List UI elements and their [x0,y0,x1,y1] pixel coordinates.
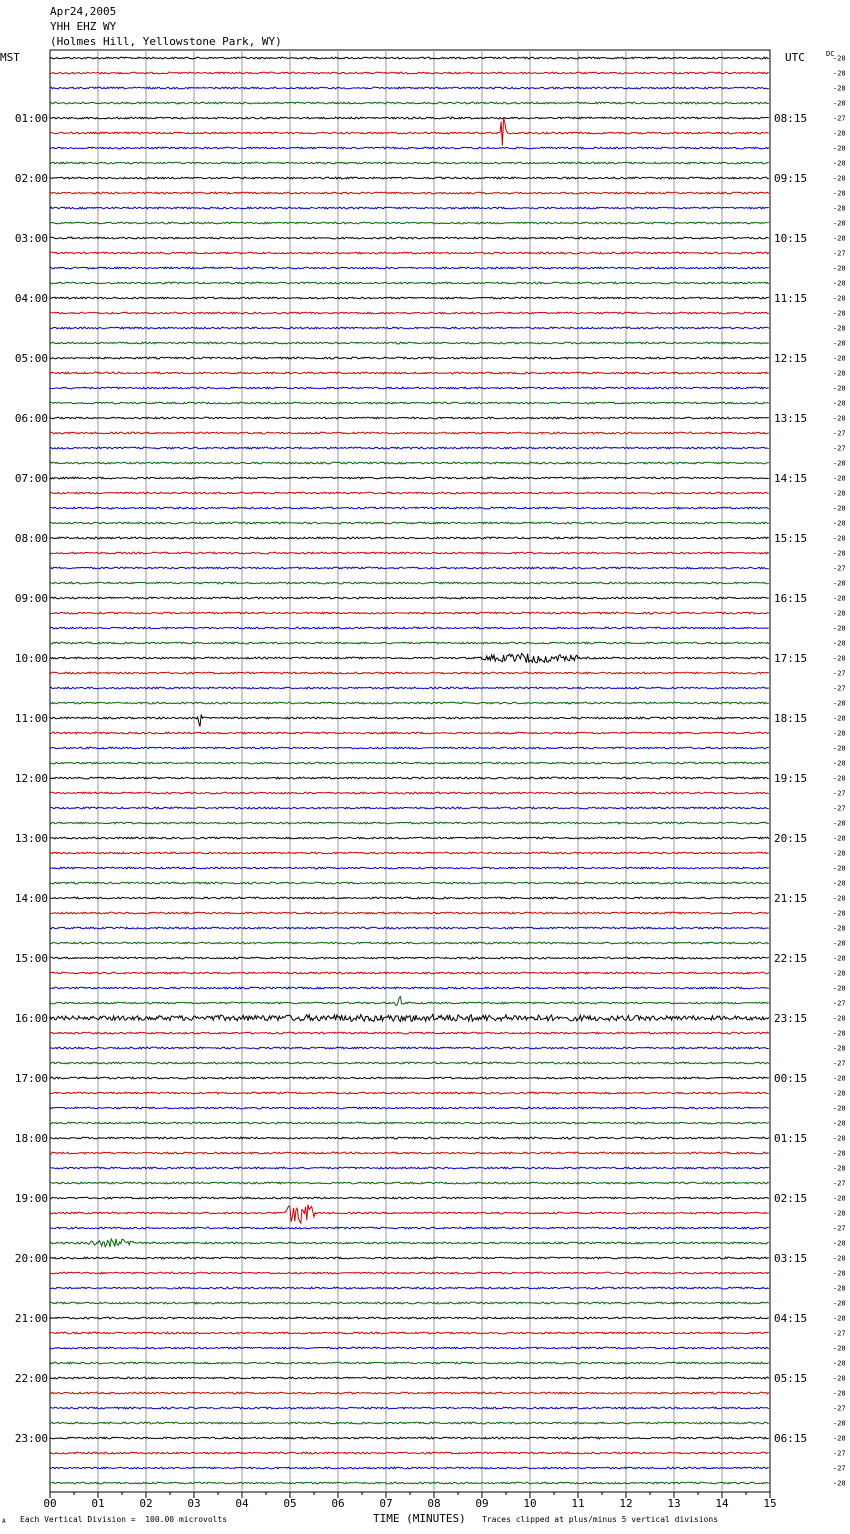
trace-line [50,1467,769,1469]
trace-line [50,942,769,944]
trace-line [50,777,769,779]
dc-offset-label: -27 [833,804,846,813]
dc-offset-label: -27 [833,669,846,678]
mst-hour-label: 05:00 [14,352,48,365]
trace-line [50,267,769,269]
trace-line [50,912,769,914]
dc-offset-label: -28 [833,1239,846,1248]
right-timezone-label: UTC [785,51,805,64]
x-tick-label: 13 [667,1497,681,1510]
trace-line [50,582,769,584]
trace-line [50,102,769,104]
utc-hour-label: 05:15 [774,1372,808,1385]
dc-offset-label: -28 [833,759,846,768]
trace-line [50,447,769,449]
dc-offset-label: -28 [833,744,846,753]
trace-line [50,312,769,314]
mst-hour-label: 22:00 [14,1372,48,1385]
dc-offset-label: -28 [833,1194,846,1203]
dc-offset-label: -28 [833,279,846,288]
dc-offset-label: -28 [833,1254,846,1263]
trace-line [50,1257,769,1259]
trace-line [50,327,769,329]
utc-hour-label: 04:15 [774,1312,808,1325]
trace-line [50,507,769,509]
dc-offset-label: -28 [833,1269,846,1278]
plot-date: Apr24,2005 [50,5,117,18]
trace-line [50,462,769,464]
dc-offset-label: -27 [833,1179,846,1188]
dc-offset-label: -27 [833,564,846,573]
dc-offset-label: -28 [833,1164,846,1173]
trace-line [50,342,769,344]
dc-offset-label: -27 [833,999,846,1008]
trace-line [50,1152,769,1154]
station-location: (Holmes Hill, Yellowstone Park, WY) [50,35,282,48]
x-tick-label: 05 [283,1497,297,1510]
left-timezone-label: MST [0,51,20,64]
x-tick-label: 11 [571,1497,585,1510]
dc-offset-label: -28 [833,54,846,63]
dc-offset-label: -28 [833,399,846,408]
mst-hour-label: 16:00 [14,1012,48,1025]
dc-offset-label: -28 [833,204,846,213]
trace-line [50,1302,769,1304]
mst-hour-label: 04:00 [14,292,48,305]
utc-hour-label: 13:15 [774,412,808,425]
x-tick-label: 01 [91,1497,105,1510]
trace-line [50,1239,769,1247]
trace-line [50,867,769,869]
dc-offset-label: -28 [833,1314,846,1323]
dc-offset-label: -28 [833,264,846,273]
dc-offset-label: -27 [833,1464,846,1473]
trace-line [50,1317,769,1319]
dc-offset-label: -28 [833,489,846,498]
dc-offset-label: -27 [833,684,846,693]
trace-line [50,762,769,764]
trace-line [50,162,769,164]
trace-line [50,653,769,662]
trace-line [50,402,769,404]
utc-hour-label: 01:15 [774,1132,808,1145]
dc-offset-label: -28 [833,924,846,933]
trace-line [50,1122,769,1124]
trace-line [50,1205,769,1223]
trace-line [50,117,769,119]
utc-hour-label: 16:15 [774,592,808,605]
dc-offset-label: -28 [833,369,846,378]
mst-hour-label: 13:00 [14,832,48,845]
trace-line [50,1182,769,1184]
trace-line [50,357,769,359]
trace-line [50,237,769,239]
trace-line [50,672,769,674]
mst-hour-label: 21:00 [14,1312,48,1325]
x-tick-label: 06 [331,1497,345,1510]
trace-line [50,957,769,959]
trace-line [50,477,769,479]
utc-hour-label: 08:15 [774,112,808,125]
trace-line [50,1452,769,1454]
trace-line [50,567,769,569]
dc-offset-label: -28 [833,909,846,918]
mst-hour-label: 23:00 [14,1432,48,1445]
trace-line [50,192,769,194]
vertical-scale-note: Each Vertical Division = 100.00 microvolts [20,1515,228,1524]
dc-offset-label: -27 [833,1329,846,1338]
utc-hour-label: 02:15 [774,1192,808,1205]
x-tick-label: 00 [43,1497,57,1510]
dc-offset-label: -28 [833,69,846,78]
dc-offset-label: -28 [833,1209,846,1218]
dc-offset-label: -28 [833,129,846,138]
x-tick-label: 07 [379,1497,393,1510]
dc-offset-label: -28 [833,1134,846,1143]
dc-offset-label: -28 [833,969,846,978]
x-tick-label: 02 [139,1497,153,1510]
dc-offset-label: -28 [833,1374,846,1383]
trace-line [50,822,769,824]
dc-offset-label: -28 [833,579,846,588]
dc-offset-label: -28 [833,1479,846,1488]
dc-offset-label: -28 [833,1044,846,1053]
x-tick-label: 10 [523,1497,537,1510]
dc-offset-label: -28 [833,534,846,543]
utc-hour-label: 09:15 [774,172,808,185]
trace-line [50,837,769,839]
trace-line [50,1032,769,1034]
trace-line [50,387,769,389]
trace-line [50,177,769,179]
trace-line [50,597,769,599]
dc-offset-label: -28 [833,504,846,513]
x-tick-label: 14 [715,1497,729,1510]
dc-offset-label: -28 [833,774,846,783]
dc-offset-label: -28 [833,159,846,168]
mst-hour-label: 10:00 [14,652,48,665]
utc-hour-label: 15:15 [774,532,808,545]
dc-offset-label: -28 [833,414,846,423]
trace-line [50,792,769,794]
dc-offset-label: -28 [833,849,846,858]
dc-offset-label: -27 [833,114,846,123]
x-tick-label: 04 [235,1497,249,1510]
dc-offset-label: -28 [833,834,846,843]
utc-hour-label: 22:15 [774,952,808,965]
dc-offset-label: -28 [833,84,846,93]
dc-offset-label: -27 [833,1449,846,1458]
trace-line [50,417,769,419]
dc-offset-label: -28 [833,1029,846,1038]
dc-offset-label: -28 [833,594,846,603]
dc-offset-label: -28 [833,234,846,243]
trace-line [50,207,769,209]
trace-line [50,1407,769,1409]
dc-offset-label: -28 [833,324,846,333]
trace-line [50,537,769,539]
utc-hour-label: 11:15 [774,292,808,305]
dc-offset-label: -28 [833,624,846,633]
dc-offset-label: -28 [833,1389,846,1398]
trace-line [50,72,769,74]
dc-offset-label: -27 [833,789,846,798]
utc-hour-label: 10:15 [774,232,808,245]
utc-hour-label: 06:15 [774,1432,808,1445]
dc-offset-label: -28 [833,1419,846,1428]
dc-offset-label: -28 [833,474,846,483]
trace-line [50,1167,769,1169]
dc-offset-label: -28 [833,1359,846,1368]
trace-line [50,715,769,727]
station-code: YHH EHZ WY [50,20,117,33]
dc-offset-label: -28 [833,939,846,948]
dc-offset-label: -28 [833,1089,846,1098]
trace-line [50,1437,769,1439]
mst-hour-label: 09:00 [14,592,48,605]
x-axis-label: TIME (MINUTES) [373,1512,466,1525]
x-tick-label: 12 [619,1497,633,1510]
x-tick-label: 08 [427,1497,441,1510]
x-tick-label: 09 [475,1497,489,1510]
dc-offset-label: -28 [833,1014,846,1023]
trace-line [50,627,769,629]
utc-hour-label: 17:15 [774,652,808,665]
dc-offset-label: -28 [833,639,846,648]
dc-offset-label: -28 [833,144,846,153]
trace-line [50,882,769,884]
trace-line [50,702,769,704]
dc-offset-label: -28 [833,1074,846,1083]
dc-offset-label: -28 [833,714,846,723]
x-tick-label: 03 [187,1497,201,1510]
x-tick-label: 15 [763,1497,777,1510]
dc-offset-label: -28 [833,294,846,303]
trace-line [50,282,769,284]
trace-line [50,1107,769,1109]
trace-line [50,492,769,494]
utc-hour-label: 21:15 [774,892,808,905]
utc-hour-label: 18:15 [774,712,808,725]
dc-offset-label: -27 [833,1224,846,1233]
dc-offset-label: -27 [833,249,846,258]
mst-hour-label: 20:00 [14,1252,48,1265]
dc-offset-label: -28 [833,309,846,318]
trace-line [50,1272,769,1274]
trace-line [50,522,769,524]
trace-line [50,1227,769,1229]
dc-offset-label: -28 [833,219,846,228]
dc-offset-label: -28 [833,459,846,468]
trace-line [50,1092,769,1094]
trace-line [50,1287,769,1289]
utc-hour-label: 20:15 [774,832,808,845]
dc-offset-label: -28 [833,729,846,738]
trace-line [50,897,769,899]
utc-hour-label: 23:15 [774,1012,808,1025]
mst-hour-label: 07:00 [14,472,48,485]
trace-line [50,1062,769,1064]
utc-hour-label: 19:15 [774,772,808,785]
dc-offset-label: -28 [833,384,846,393]
mst-hour-label: 14:00 [14,892,48,905]
utc-hour-label: 14:15 [774,472,808,485]
clip-note: Traces clipped at plus/minus 5 vertical divisions [482,1515,719,1524]
mst-hour-label: 02:00 [14,172,48,185]
trace-line [50,222,769,224]
utc-hour-label: 12:15 [774,352,808,365]
mst-hour-label: 12:00 [14,772,48,785]
dc-offset-label: -28 [833,879,846,888]
dc-offset-label: -28 [833,1434,846,1443]
dc-offset-label: -28 [833,984,846,993]
trace-line [50,1347,769,1349]
dc-offset-label: -28 [833,1104,846,1113]
dc-offset-label: -27 [833,444,846,453]
trace-line [50,1077,769,1079]
dc-offset-label: -28 [833,654,846,663]
mst-hour-label: 15:00 [14,952,48,965]
mst-hour-label: 01:00 [14,112,48,125]
dc-offset-label: -28 [833,354,846,363]
trace-line [50,252,769,254]
trace-line [50,87,769,89]
dc-offset-label: -28 [833,99,846,108]
dc-offset-label: -28 [833,1299,846,1308]
trace-line [50,747,769,749]
trace-line [50,57,769,59]
trace-line [50,612,769,614]
mst-hour-label: 17:00 [14,1072,48,1085]
dc-offset-label: -28 [833,519,846,528]
dc-offset-label: -28 [833,1284,846,1293]
dc-offset-label: -28 [833,609,846,618]
trace-line [50,927,769,929]
mst-hour-label: 06:00 [14,412,48,425]
trace-line [50,1047,769,1049]
trace-line [50,432,769,434]
dc-offset-label: -28 [833,819,846,828]
dc-offset-label: -28 [833,1149,846,1158]
trace-line [50,1015,769,1022]
mst-hour-label: 11:00 [14,712,48,725]
dc-offset-label: -28 [833,699,846,708]
trace-line [50,732,769,734]
trace-line [50,147,769,149]
dc-offset-label: -27 [833,1404,846,1413]
utc-hour-label: 03:15 [774,1252,808,1265]
mst-hour-label: 03:00 [14,232,48,245]
dc-offset-label: -28 [833,189,846,198]
dc-offset-label: -28 [833,894,846,903]
dc-offset-label: -28 [833,864,846,873]
trace-line [50,1197,769,1199]
mst-hour-label: 18:00 [14,1132,48,1145]
trace-line [50,642,769,644]
trace-line [50,987,769,989]
trace-line [50,997,769,1006]
dc-offset-label: -28 [833,1119,846,1128]
utc-hour-label: 00:15 [774,1072,808,1085]
trace-line [50,1482,769,1484]
trace-line [50,372,769,374]
dc-offset-header: DC [826,50,835,58]
dc-offset-label: -27 [833,429,846,438]
trace-line [50,297,769,299]
trace-line [50,852,769,854]
trace-line [50,1137,769,1139]
mst-hour-label: 19:00 [14,1192,48,1205]
mst-hour-label: 08:00 [14,532,48,545]
trace-line [50,972,769,974]
dc-offset-label: -28 [833,954,846,963]
trace-line [50,1332,769,1334]
trace-line [50,552,769,554]
dc-offset-label: -28 [833,1344,846,1353]
plot-frame [50,50,770,1492]
trace-line [50,687,769,689]
footer-mark: A [2,1518,6,1525]
trace-line [50,118,769,146]
trace-line [50,1362,769,1364]
trace-line [50,1422,769,1424]
dc-offset-label: -28 [833,174,846,183]
trace-line [50,1392,769,1394]
dc-offset-label: -28 [833,339,846,348]
dc-offset-label: -28 [833,549,846,558]
trace-line [50,1377,769,1379]
dc-offset-label: -27 [833,1059,846,1068]
trace-line [50,807,769,809]
